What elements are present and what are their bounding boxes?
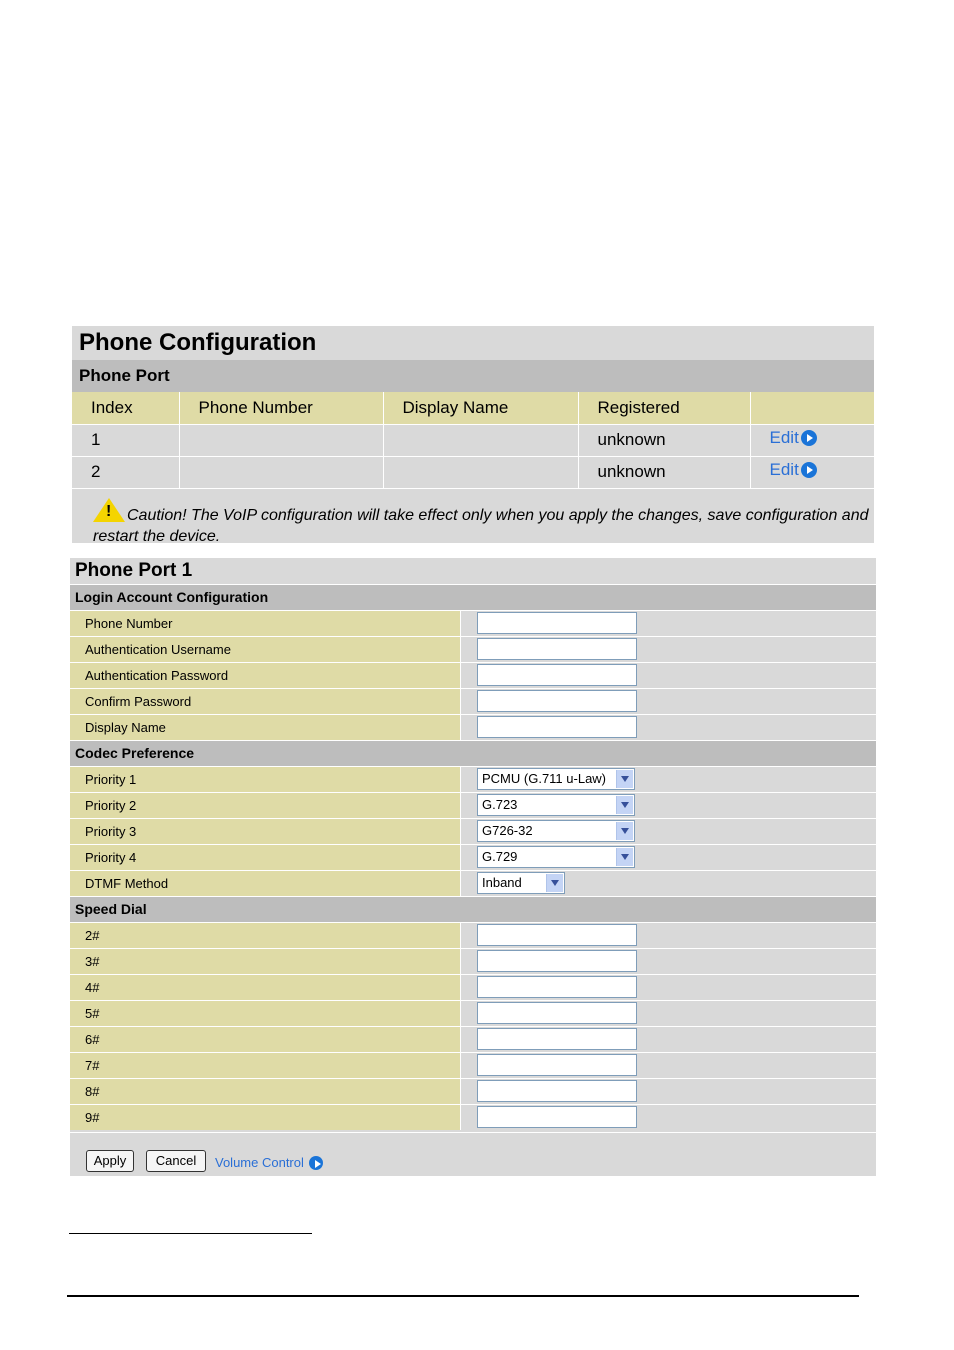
priority-3-select[interactable]	[477, 820, 635, 842]
section-speed-dial: Speed Dial	[70, 896, 876, 922]
select-value: G.729	[482, 849, 518, 864]
arrow-right-icon	[309, 1156, 323, 1170]
form-row-speed-dial-4	[70, 974, 876, 1000]
field-label: 2#	[70, 923, 461, 948]
form-row-speed-dial-6	[70, 1026, 876, 1052]
cell-display-name	[383, 456, 578, 488]
volume-control-link[interactable]	[215, 1155, 323, 1170]
chevron-down-icon[interactable]	[546, 874, 563, 892]
cell-phone-number	[179, 424, 383, 456]
form-row-priority-4	[70, 844, 876, 870]
cell-index: 2	[72, 456, 179, 488]
field-label: Priority 4	[70, 845, 461, 870]
column-header-phone-number: Phone Number	[179, 392, 383, 424]
speed-dial-8-input[interactable]	[477, 1080, 637, 1102]
column-header-display-name: Display Name	[383, 392, 578, 424]
form-row-speed-dial-2	[70, 922, 876, 948]
speed-dial-3-input[interactable]	[477, 950, 637, 972]
phone-number-input[interactable]	[477, 612, 637, 634]
chevron-down-icon[interactable]	[616, 848, 633, 866]
dtmf-method-select[interactable]	[477, 872, 565, 894]
cell-phone-number	[179, 456, 383, 488]
speed-dial-7-input[interactable]	[477, 1054, 637, 1076]
cell-registered: unknown	[578, 456, 750, 488]
table-header-row	[72, 392, 874, 424]
cancel-button[interactable]: Cancel	[146, 1150, 206, 1172]
auth-username-input[interactable]	[477, 638, 637, 660]
footnote-divider	[69, 1233, 312, 1234]
form-title: Phone Port 1	[70, 558, 876, 584]
select-value: G726-32	[482, 823, 533, 838]
form-row-priority-3	[70, 818, 876, 844]
confirm-password-input[interactable]	[477, 690, 637, 712]
volume-control-label: Volume Control	[215, 1155, 304, 1170]
field-label: 8#	[70, 1079, 461, 1104]
speed-dial-2-input[interactable]	[477, 924, 637, 946]
field-label: 7#	[70, 1053, 461, 1078]
phone-port-table	[72, 392, 874, 489]
edit-label: Edit	[769, 460, 799, 479]
field-label: Display Name	[70, 715, 461, 740]
field-label: DTMF Method	[70, 871, 461, 896]
speed-dial-6-input[interactable]	[477, 1028, 637, 1050]
edit-link-port-1[interactable]	[770, 428, 817, 448]
arrow-right-icon	[801, 430, 817, 446]
field-label: Confirm Password	[70, 689, 461, 714]
cell-index: 1	[72, 424, 179, 456]
form-button-bar	[70, 1132, 876, 1176]
column-header-action	[750, 392, 874, 424]
form-row-auth-username	[70, 636, 876, 662]
field-label: 9#	[70, 1105, 461, 1130]
form-row-confirm-password	[70, 688, 876, 714]
form-row-speed-dial-5	[70, 1000, 876, 1026]
edit-link-port-2[interactable]	[770, 460, 817, 480]
field-label: 3#	[70, 949, 461, 974]
field-label: 4#	[70, 975, 461, 1000]
table-row	[72, 456, 874, 488]
field-label: Priority 2	[70, 793, 461, 818]
table-row	[72, 424, 874, 456]
apply-button[interactable]: Apply	[86, 1150, 134, 1172]
form-row-priority-2	[70, 792, 876, 818]
footer-divider	[67, 1295, 859, 1297]
page-title: Phone Configuration	[72, 326, 874, 359]
chevron-down-icon[interactable]	[616, 770, 633, 788]
form-row-speed-dial-9	[70, 1104, 876, 1130]
form-row-speed-dial-8	[70, 1078, 876, 1104]
column-header-index: Index	[72, 392, 179, 424]
field-label: Authentication Password	[70, 663, 461, 688]
column-header-registered: Registered	[578, 392, 750, 424]
cell-action	[750, 456, 874, 488]
select-value: G.723	[482, 797, 518, 812]
field-label: 5#	[70, 1001, 461, 1026]
form-row-auth-password	[70, 662, 876, 688]
cell-registered: unknown	[578, 424, 750, 456]
form-row-speed-dial-3	[70, 948, 876, 974]
form-row-dtmf-method	[70, 870, 876, 896]
field-label: 6#	[70, 1027, 461, 1052]
cell-action	[750, 424, 874, 456]
form-row-phone-number	[70, 610, 876, 636]
field-label: Authentication Username	[70, 637, 461, 662]
form-row-display-name	[70, 714, 876, 740]
display-name-input[interactable]	[477, 716, 637, 738]
phone-port-header: Phone Port	[72, 360, 874, 392]
phone-configuration-panel	[72, 326, 874, 543]
priority-4-select[interactable]	[477, 846, 635, 868]
cell-display-name	[383, 424, 578, 456]
speed-dial-4-input[interactable]	[477, 976, 637, 998]
form-row-priority-1	[70, 766, 876, 792]
auth-password-input[interactable]	[477, 664, 637, 686]
edit-label: Edit	[769, 428, 799, 447]
chevron-down-icon[interactable]	[616, 796, 633, 814]
phone-port-form	[70, 558, 876, 1176]
section-codec-preference: Codec Preference	[70, 740, 876, 766]
warning-icon	[93, 498, 125, 522]
select-value: Inband	[482, 875, 522, 890]
arrow-right-icon	[801, 462, 817, 478]
section-login-account: Login Account Configuration	[70, 584, 876, 610]
field-label: Phone Number	[70, 611, 461, 636]
priority-1-select[interactable]	[477, 768, 635, 790]
speed-dial-5-input[interactable]	[477, 1002, 637, 1024]
field-label: Priority 3	[70, 819, 461, 844]
caution-text: Caution! The VoIP configuration will take effect only when you apply the changes, save configuration and restart the device.	[93, 507, 869, 545]
caution-message	[72, 490, 874, 543]
priority-2-select[interactable]	[477, 794, 635, 816]
select-value: PCMU (G.711 u-Law)	[482, 771, 607, 786]
chevron-down-icon[interactable]	[616, 822, 633, 840]
field-label: Priority 1	[70, 767, 461, 792]
speed-dial-9-input[interactable]	[477, 1106, 637, 1128]
form-row-speed-dial-7	[70, 1052, 876, 1078]
